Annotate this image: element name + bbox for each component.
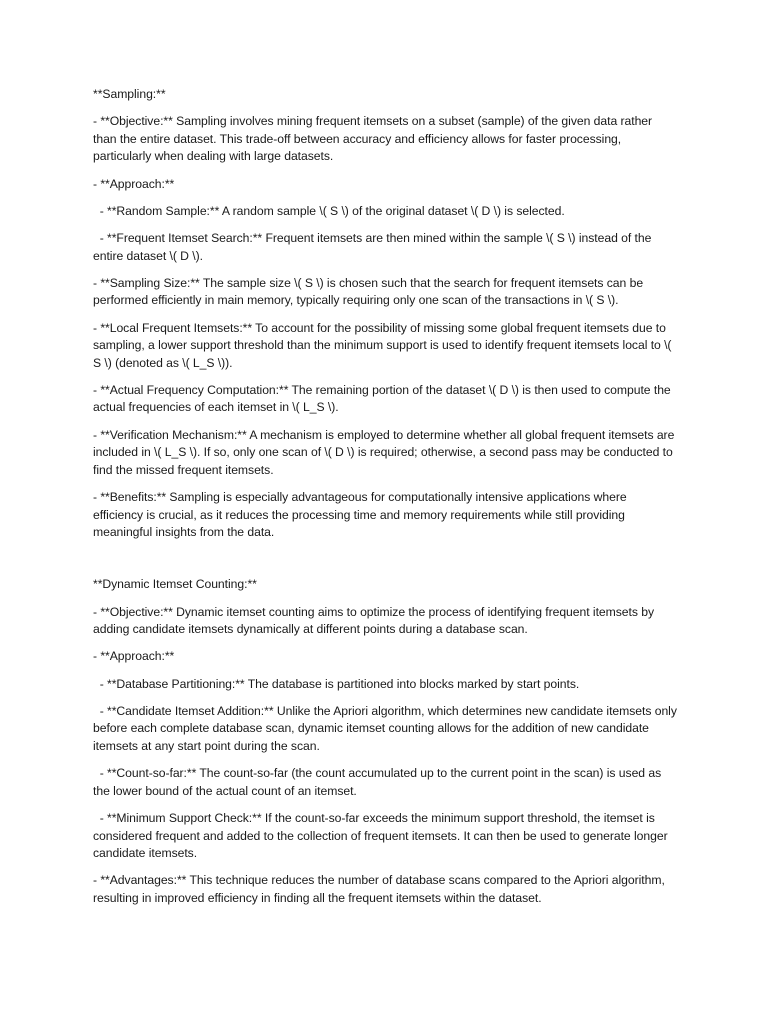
paragraph: - **Approach:** [93, 649, 175, 664]
paragraph: - **Approach:** [93, 176, 175, 191]
paragraph: - **Sampling Size:** The sample size \( S \) is chosen such that the search for frequent itemsets can be performed efficiently in main memory, typically requiring only one scan of the transactions in \( S \). [93, 275, 647, 308]
paragraph: - **Count-so-far:** The count-so-far (the count accumulated up to the current point in the scan) is used as the lower bound of the actual count of an itemset. [93, 766, 665, 798]
paragraph: - **Minimum Support Check:** If the count-so-far exceeds the minimum support threshold, the itemset is considered frequent and added to the collection of frequent itemsets. It can then be used to generate longer candidate itemsets. [93, 810, 671, 861]
section-title: **Sampling:** [93, 87, 166, 101]
section-title: **Dynamic Itemset Counting:** [93, 577, 257, 592]
paragraph: - **Verification Mechanism:** A mechanism is employed to determine whether all global frequent itemsets are included in \( L_S \). If so, only one scan of \( D \) is required; otherwise, a second pass may be conducted to find the missed frequent itemsets. [93, 427, 678, 477]
section-dynamic-itemset-counting [93, 576, 681, 907]
paragraph: - **Frequent Itemset Search:** Frequent itemsets are then mined within the sample \( S \) instead of the entire dataset \( D \). [93, 230, 655, 263]
paragraph: - **Objective:** Dynamic itemset counting aims to optimize the process of identifying frequent itemsets by adding candidate itemsets dynamically at different points during a database scan. [93, 604, 658, 637]
section-sampling [93, 86, 678, 542]
paragraph: - **Local Frequent Itemsets:** To account for the possibility of missing some global frequent itemsets due to sampling, a lower support threshold than the minimum support is used to identify frequent itemsets local to \( S \) (denoted as \( L_S \)). [93, 320, 675, 370]
paragraph: - **Random Sample:** A random sample \( S \) of the original dataset \( D \) is selected. [93, 203, 565, 218]
paragraph: - **Database Partitioning:** The database is partitioned into blocks marked by start points. [93, 676, 580, 691]
paragraph: - **Benefits:** Sampling is especially advantageous for computationally intensive applications where efficiency is crucial, as it reduces the processing time and memory requirements while still providing meaningful insights from the data. [93, 490, 630, 540]
paragraph: - **Advantages:** This technique reduces the number of database scans compared to the Apriori algorithm, resulting in improved efficiency in finding all the frequent itemsets within the dataset. [93, 873, 669, 905]
paragraph: - **Objective:** Sampling involves mining frequent itemsets on a subset (sample) of the given data rather than the entire dataset. This trade-off between accuracy and efficiency allows for faster processing, particularly when dealing with large datasets. [93, 114, 656, 164]
paragraph: - **Candidate Itemset Addition:** Unlike the Apriori algorithm, which determines new candidate itemsets only before each complete database scan, dynamic itemset counting allows for the addition of new candidate itemsets at any start point during the scan. [93, 703, 681, 753]
section-spacer [93, 551, 678, 576]
document-page [93, 86, 681, 917]
paragraph: - **Actual Frequency Computation:** The remaining portion of the dataset \( D \) is then used to compute the actual frequencies of each itemset in \( L_S \). [93, 382, 675, 415]
